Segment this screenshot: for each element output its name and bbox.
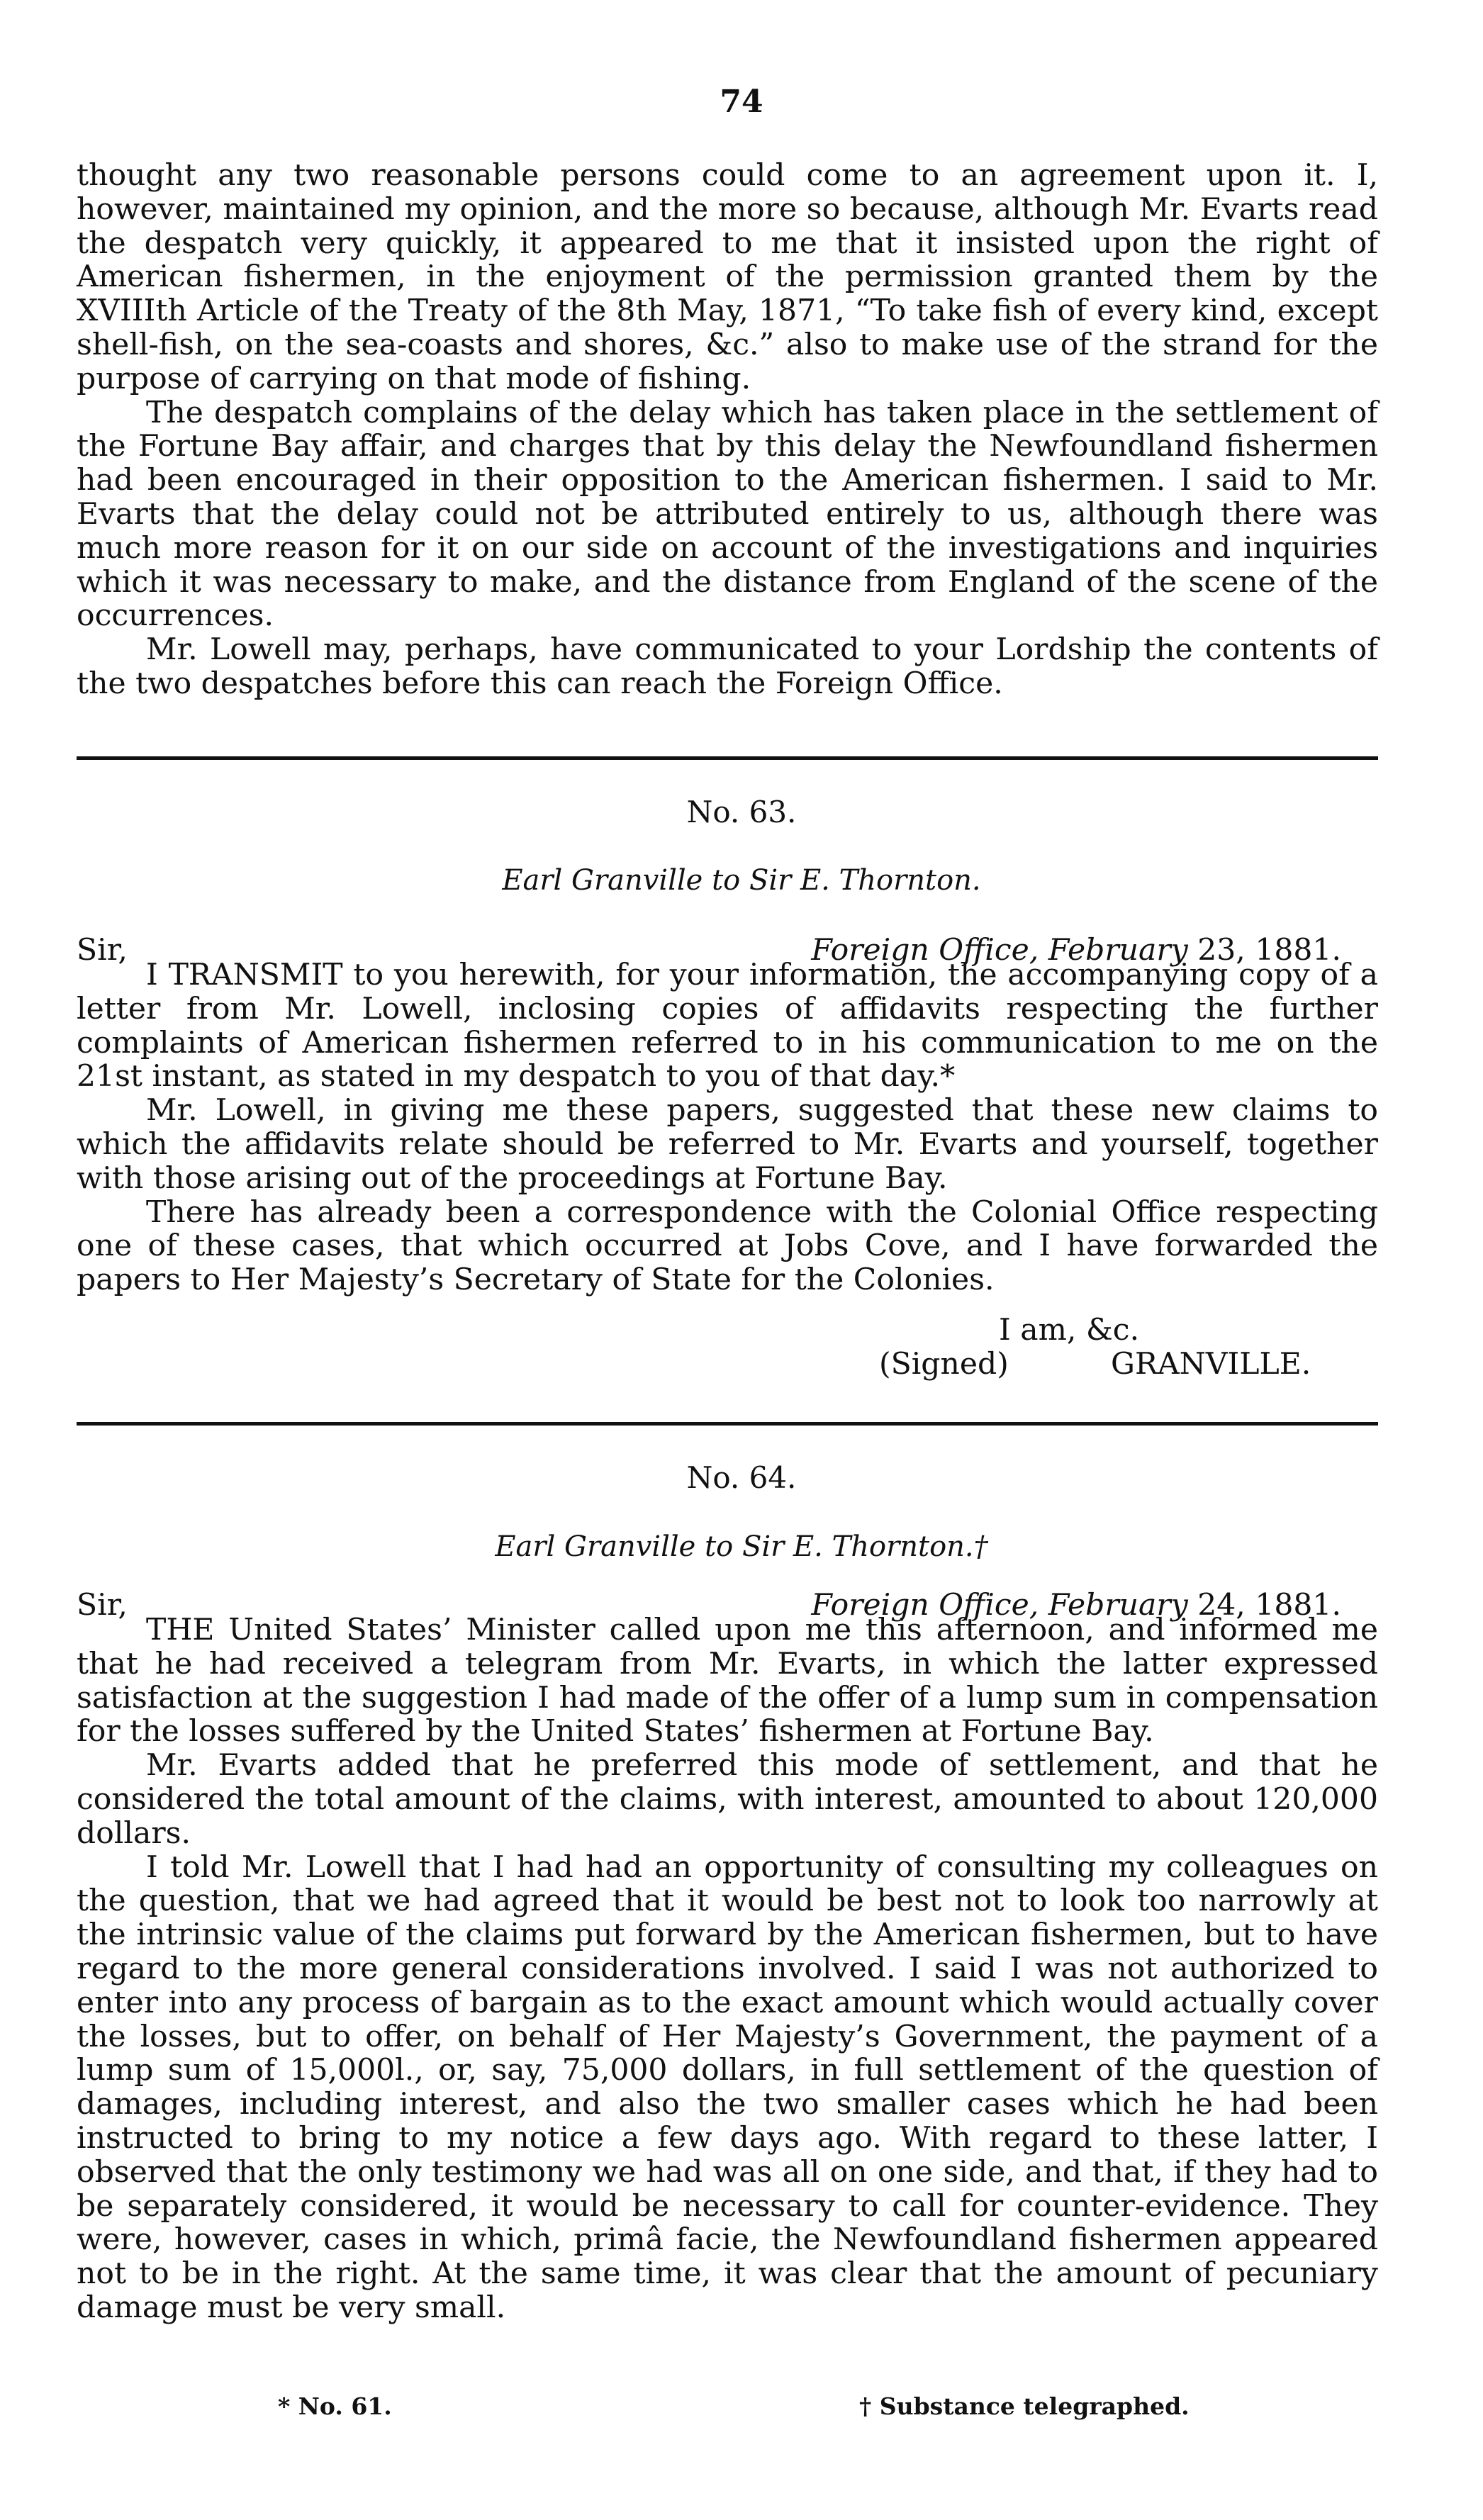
signed-label: (Signed) <box>879 1347 1009 1382</box>
date: 23, 1881. <box>1197 933 1341 968</box>
footnote-left: * No. 61. <box>278 2392 392 2420</box>
letter-number: No. 63. <box>686 795 797 829</box>
signature: GRANVILLE. <box>1111 1347 1311 1382</box>
letter-body <box>77 1613 1378 2325</box>
letter-heading: Earl Granville to Sir E. Thornton.† <box>495 1530 988 1563</box>
letter-paragraph-3: There has already been a correspondence with the Colonial Office respecting one of these cases, that which occurred at Jobs Cove, and I have forwarded the papers to Her Majesty’s Secretary of State for the Colonies. <box>77 1194 1378 1298</box>
continuation-section <box>77 159 1378 701</box>
place: Foreign Office, February <box>811 1588 1188 1623</box>
page-number: 74 <box>720 84 763 120</box>
salutation: Sir, <box>77 1588 128 1623</box>
letter-paragraph-1: I TRANSMIT to you herewith, for your information, the accompanying copy of a letter from Mr. Lowell, inclosing copies of affidavits respecting the further complaints of American fishermen referred to in his communication to me on the 21st instant, as stated in my despatch to you of that day.* <box>77 958 1378 1094</box>
date: 24, 1881. <box>1197 1588 1341 1623</box>
continuation-paragraph-1: thought any two reasonable persons could come to an agreement upon it. I, however, maintained my opinion, and the more so because, although Mr. Evarts read the despatch very quickly, it appeared to me that it insisted upon the right of American fishermen, in the enjoyment of the permission granted them by the XVIIIth Article of the Treaty of the 8th May, 1871, “To take fish of every kind, except shell-fish, on the sea-coasts and shores, &c.” also to make use of the strand for the purpose of carrying on that mode of fishing. <box>77 158 1378 396</box>
place: Foreign Office, February <box>811 933 1188 968</box>
letter-body <box>77 958 1378 1297</box>
letter-heading: Earl Granville to Sir E. Thornton. <box>502 864 981 897</box>
letter-paragraph-3: I told Mr. Lowell that I had had an opportunity of consulting my colleagues on the question, that we had agreed that it would be best not to look too narrowly at the intrinsic value of the claims put forward by the American fishermen, but to have regard to the more general considerations involved. I said I was not authorized to enter into any process of bargain as to the exact amount which would actually cover the losses, but to offer, on behalf of Her Majesty’s Government, the payment of a lump sum of 15,000l., or, say, 75,000 dollars, in full settlement of the question of damages, including interest, and also the two smaller cases which he had been instructed to bring to my notice a few days ago. With regard to these latter, I observed that the only testimony we had was all on one side, and that, if they had to be separately considered, it would be necessary to call for counter-evidence. They were, however, cases in which, primâ facie, the Newfoundland fishermen appeared not to be in the right. At the same time, it was clear that the amount of pecuniary damage must be very small. <box>77 1849 1378 2325</box>
footnote-right: † Substance telegraphed. <box>859 2392 1190 2420</box>
closing-phrase: I am, &c. <box>999 1313 1140 1348</box>
letter-paragraph-2: Mr. Lowell, in giving me these papers, suggested that these new claims to which the affidavits relate should be referred to Mr. Evarts and yourself, together with those arising out of the proceedings at Fortune Bay. <box>77 1093 1378 1196</box>
continuation-paragraph-2: The despatch complains of the delay which has taken place in the settlement of the Fortune Bay affair, and charges that by this delay the Newfoundland fishermen had been encouraged in their opposition to the American fishermen. I said to Mr. Evarts that the delay could not be attributed entirely to us, although there was much more reason for it on our side on account of the investigations and inquiries which it was necessary to make, and the distance from England of the scene of the occurrences. <box>77 395 1378 634</box>
section-divider <box>77 1422 1378 1426</box>
letter-paragraph-2: Mr. Evarts added that he preferred this mode of settlement, and that he considered the total amount of the claims, with interest, amounted to about 120,000 dollars. <box>77 1748 1378 1851</box>
salutation: Sir, <box>77 933 128 968</box>
letter-paragraph-1: THE United States’ Minister called upon me this afternoon, and informed me that he had received a telegram from Mr. Evarts, in which the latter expressed satisfaction at the suggestion I had made of the offer of a lump sum in compensation for the losses suffered by the United States’ fishermen at Fortune Bay. <box>77 1613 1378 1749</box>
continuation-paragraph-3: Mr. Lowell may, perhaps, have communicated to your Lordship the contents of the two despatches before this can reach the Foreign Office. <box>77 632 1378 701</box>
letter-number: No. 64. <box>686 1460 797 1495</box>
section-divider <box>77 756 1378 760</box>
